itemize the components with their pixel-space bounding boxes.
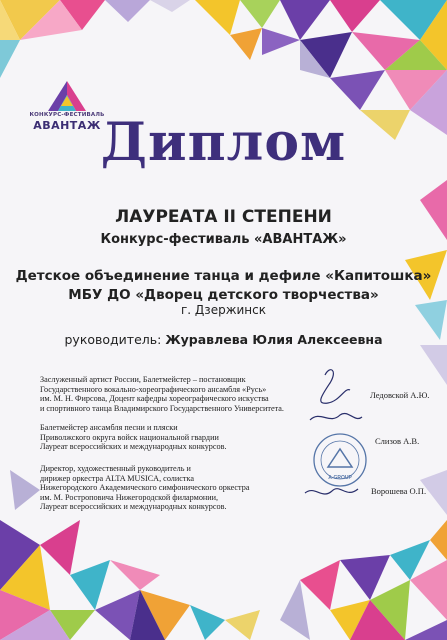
diploma-title: Диплом [100,112,347,173]
jury-1-signer: Ледовской А.Ю. [370,390,430,400]
jury-2-line: Лауреат всероссийских и международных конкурсов. [40,442,227,452]
jury-1-line: им. М. Н. Фирсова, Доцент кафедры хореографического искуства [40,394,269,404]
organization-line2: МБУ ДО «Дворец детского творчества» [68,287,379,303]
jury-member-2 [40,423,310,452]
jury-3-line: Лауреат всероссийских и международных конкурсов. [40,502,227,512]
jury-member-3 [40,464,310,512]
avantazh-logo-icon [47,80,87,112]
logo-line2: АВАНТАЖ [33,119,101,132]
leader-name: Журавлева Юлия Алексеевна [165,332,383,347]
leader-label: руководитель: [64,332,162,347]
logo-line1: КОНКУРС-ФЕСТИВАЛЬ [29,112,105,118]
signature-1-icon [321,370,350,404]
jury-3-signer: Ворошева О.П. [371,486,427,496]
jury-2-line: Балетмейстер ансамбля песни и пляски [40,423,178,432]
jury-3-line: дирижер оркестра ALTA MUSICA, солистка [40,473,194,483]
leader-line [0,332,447,347]
contest-name: Конкурс-фестиваль «АВАНТАЖ» [100,232,347,247]
stamp-text: A-GROUP [328,475,352,481]
jury-1-line: и спортивного танца Владимирского Государственного Университета. [40,403,284,413]
signatures-and-stamp [300,365,380,515]
jury-member-1 [40,375,310,413]
jury-3-line: Директор, художественный руководитель и [40,464,191,473]
signature-2-icon [310,413,362,420]
organization-city: г. Дзержинск [181,303,266,317]
jury-1-line: Государственного вокально-хореографического ансамбля «Русь» [40,384,267,394]
jury-2-line: Приволжского округа войск национальной гвардии [40,432,219,442]
jury-3-line: Нижегородского Академического симфонического оркестра [40,483,250,493]
organization-line1: Детское объединение танца и дефиле «Капитошка» [15,268,432,284]
stamp-icon [314,434,366,486]
jury-3-line: им. М. Ростроповича Нижегородской филармонии, [40,492,219,502]
jury-2-signer: Слизов А.В. [375,436,420,446]
laureate-degree: ЛАУРЕАТА II СТЕПЕНИ [115,207,332,227]
jury-1-line: Заслуженный артист России, Балетмейстер – постановщик [40,375,246,384]
signature-3-icon [305,489,358,494]
